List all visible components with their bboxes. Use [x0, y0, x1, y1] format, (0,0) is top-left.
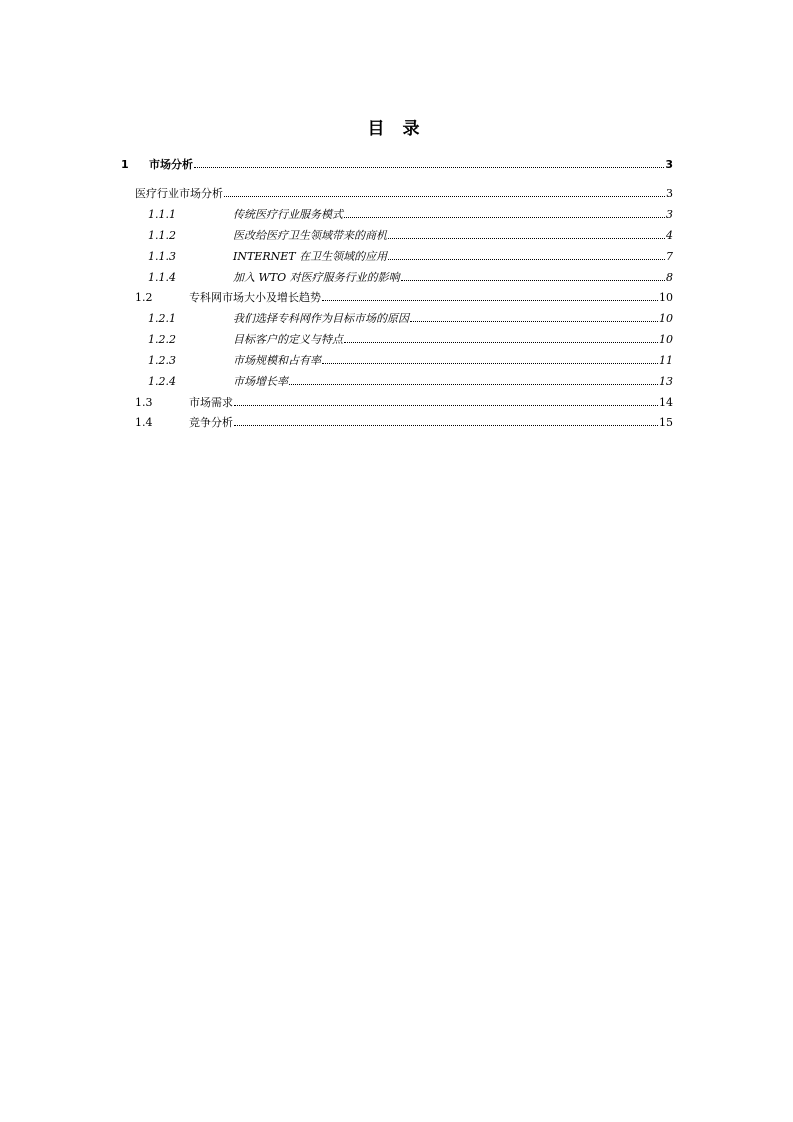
toc-entry-title: 我们选择专科网作为目标市场的原因 [233, 312, 409, 325]
toc-entry-page: 10 [659, 312, 673, 325]
toc-entry-number: 1.2.3 [148, 354, 176, 367]
toc-entry-1-2-2[interactable] [148, 333, 673, 347]
toc-entry-number: 1.2.4 [148, 375, 176, 388]
toc-entry-number: 1.1.3 [148, 250, 176, 263]
toc-entry-title: 市场增长率 [233, 375, 288, 388]
dot-leader [401, 279, 665, 281]
toc-entry-page: 4 [666, 229, 673, 242]
toc-entry-1[interactable] [121, 158, 673, 172]
toc-title: 目 录 [367, 119, 426, 139]
dot-leader [344, 216, 665, 218]
toc-entry-title: 加入 WTO 对医疗服务行业的影响 [233, 271, 400, 284]
toc-entry-title: 市场规模和占有率 [233, 354, 321, 367]
dot-leader [344, 341, 658, 343]
toc-entry-title: 目标客户的定义与特点 [233, 333, 343, 346]
toc-entry-number: 1 [121, 158, 129, 171]
dot-leader [322, 362, 658, 364]
toc-entry-number: 1.2 [135, 291, 153, 304]
toc-entry-title: INTERNET 在卫生领域的应用 [233, 250, 388, 263]
toc-entry-title: 市场需求 [189, 396, 233, 409]
toc-entry-1-1-2[interactable] [148, 229, 673, 243]
toc-entry-title: 传统医疗行业服务模式 [233, 208, 343, 221]
toc-entry-1-4[interactable] [135, 416, 673, 430]
toc-entry-title: 医疗行业市场分析 [135, 187, 223, 200]
toc-entry-1-1-4[interactable] [148, 271, 673, 285]
dot-leader [224, 195, 665, 197]
toc-entry-number: 1.1.4 [148, 271, 176, 284]
toc-entry-1-2-3[interactable] [148, 354, 673, 368]
toc-entry-title: 市场分析 [149, 158, 193, 171]
toc-entry-1-3[interactable] [135, 396, 673, 410]
toc-entry-number: 1.2.1 [148, 312, 176, 325]
toc-entry-page: 7 [666, 250, 673, 263]
toc-entry-title: 专科网市场大小及增长趋势 [189, 291, 321, 304]
toc-entry-page: 14 [659, 396, 673, 409]
dot-leader [410, 320, 658, 322]
toc-entry-number: 1.1.1 [148, 208, 176, 221]
toc-entry-1-2-4[interactable] [148, 375, 673, 389]
dot-leader [388, 258, 665, 260]
dot-leader [289, 383, 658, 385]
toc-entry-number: 1.2.2 [148, 333, 176, 346]
toc-entry-page: 10 [659, 333, 673, 346]
toc-entry-number: 1.4 [135, 416, 153, 429]
toc-entry-page: 3 [665, 158, 673, 171]
dot-leader [234, 424, 658, 426]
toc-entry-page: 10 [659, 291, 673, 304]
toc-entry-1-1-3[interactable] [148, 250, 673, 264]
dot-leader [194, 166, 664, 168]
toc-entry-page: 15 [659, 416, 673, 429]
toc-entry-title: 竞争分析 [189, 416, 233, 429]
toc-entry-title: 医改给医疗卫生领域带来的商机 [233, 229, 387, 242]
dot-leader [234, 404, 658, 406]
toc-entry-page: 11 [659, 354, 673, 367]
toc-entry-1-1[interactable] [135, 187, 673, 201]
toc-entry-1-2[interactable] [135, 291, 673, 305]
toc-entry-1-2-1[interactable] [148, 312, 673, 326]
toc-entry-number: 1.1.2 [148, 229, 176, 242]
toc-entry-page: 8 [666, 271, 673, 284]
toc-entry-page: 3 [666, 208, 673, 221]
toc-entry-1-1-1[interactable] [148, 208, 673, 222]
toc-entry-number: 1.3 [135, 396, 153, 409]
dot-leader [388, 237, 665, 239]
toc-entry-page: 3 [666, 187, 673, 200]
toc-entry-page: 13 [659, 375, 673, 388]
dot-leader [322, 299, 658, 301]
